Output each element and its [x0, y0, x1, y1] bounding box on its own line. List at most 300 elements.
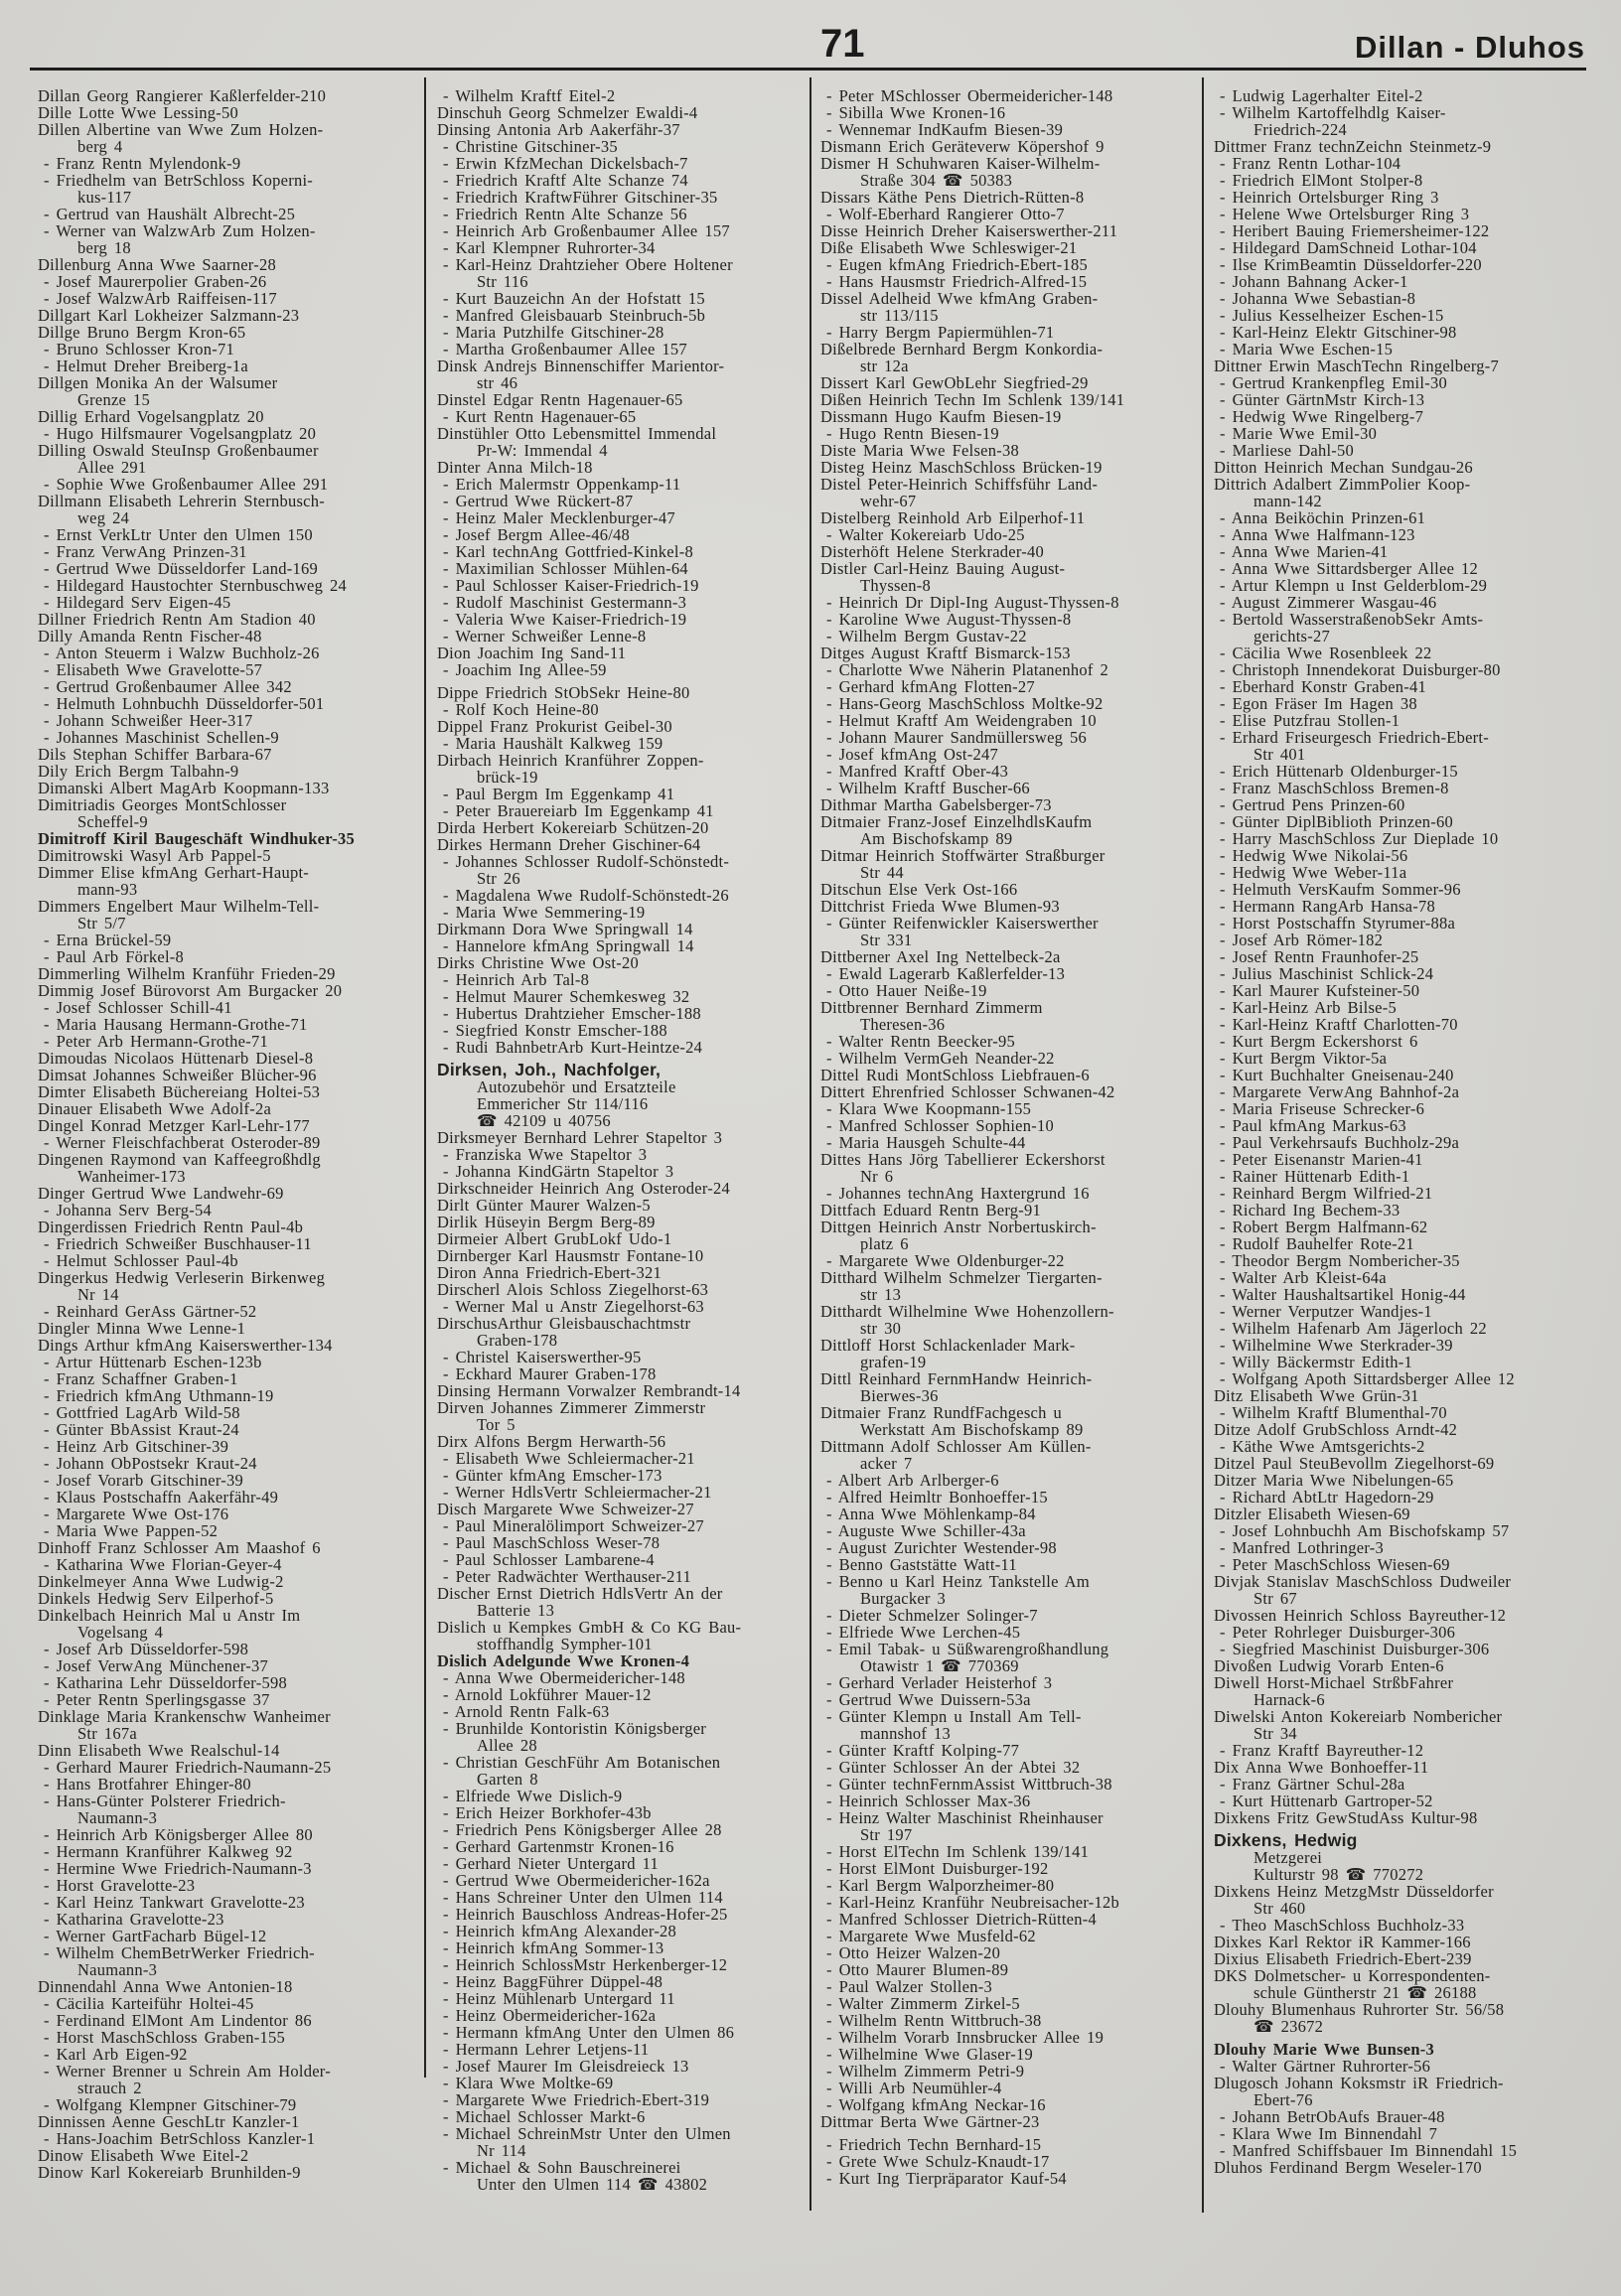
directory-line: - Heinrich Ortelsburger Ring 3: [1220, 188, 1439, 207]
directory-line: - Wilhelm Kartoffelhdlg Kaiser-: [1220, 103, 1446, 122]
directory-line: - Christoph Innendekorat Duisburger-80: [1220, 660, 1501, 679]
directory-line: Dily Erich Bergm Talbahn-9: [38, 762, 239, 781]
directory-line: - Anna Wwe Marien-41: [1220, 542, 1389, 561]
directory-line: - Josef Arb Düsseldorfer-598: [44, 1640, 249, 1658]
directory-line: - Karl-Heinz Kranführ Neubreisacher-12b: [826, 1893, 1119, 1912]
directory-line: - Reinhard GerAss Gärtner-52: [44, 1302, 257, 1321]
directory-line: - Kurt Bergm Viktor-5a: [1220, 1049, 1388, 1068]
directory-line: - Werner GartFacharb Bügel-12: [44, 1927, 267, 1945]
directory-line: - Johann ObPostsekr Kraut-24: [44, 1454, 257, 1473]
directory-line: - Christine Gitschiner-35: [443, 137, 618, 156]
directory-line: Dittchrist Frieda Wwe Blumen-93: [820, 897, 1060, 916]
directory-line: - Maria Friseuse Schrecker-6: [1220, 1099, 1425, 1118]
directory-line: - Wilhelm Vorarb Innsbrucker Allee 19: [826, 2028, 1105, 2047]
directory-line: - Hans-Günter Polsterer Friedrich-: [44, 1792, 286, 1810]
directory-line: Dittmer Franz technZeichn Steinmetz-9: [1214, 137, 1492, 156]
directory-line: Dimter Elisabeth Büchereiang Holtei-53: [38, 1082, 321, 1101]
directory-line: - Peter MSchlosser Obermeidericher-148: [826, 86, 1113, 105]
directory-line: Am Bischofskamp 89: [860, 829, 1013, 848]
directory-line: - Werner Schweißer Lenne-8: [443, 627, 647, 646]
directory-line: - Johannes technAng Haxtergrund 16: [826, 1184, 1090, 1203]
directory-line: Dirmeier Albert GrubLokf Udo-1: [437, 1229, 672, 1248]
directory-line: - Johannes Schlosser Rudolf-Schönstedt-: [443, 852, 730, 871]
directory-line: Dinauer Elisabeth Wwe Adolf-2a: [38, 1099, 272, 1118]
directory-line: - Rudolf Bauhelfer Rote-21: [1220, 1234, 1414, 1253]
directory-line: Dissel Adelheid Wwe kfmAng Graben-: [820, 289, 1099, 308]
directory-line: Dirksen, Joh., Nachfolger,: [437, 1060, 662, 1079]
directory-line: - Peter Rentn Sperlingsgasse 37: [44, 1690, 270, 1709]
directory-line: - Heinrich Bauschloss Andreas-Hofer-25: [443, 1905, 728, 1924]
directory-line: Dirscherl Alois Schloss Ziegelhorst-63: [437, 1280, 709, 1299]
directory-line: - Heinrich Schlosser Max-36: [826, 1792, 1031, 1810]
directory-line: Ditges August Kraftf Bismarck-153: [820, 644, 1071, 662]
directory-line: - Franz Rentn Mylendonk-9: [44, 154, 241, 173]
directory-line: kus-117: [77, 188, 132, 207]
directory-line: Friedrich-224: [1253, 120, 1347, 139]
directory-line: Dittmar Berta Wwe Gärtner-23: [820, 2112, 1040, 2131]
directory-line: Pr-W: Immendal 4: [477, 441, 608, 460]
directory-line: Dinklage Maria Krankenschw Wanheimer: [38, 1707, 331, 1726]
directory-line: Dimmer Elise kfmAng Gerhart-Haupt-: [38, 863, 310, 882]
directory-line: Theresen-36: [860, 1015, 946, 1034]
directory-line: - Peter MaschSchloss Wiesen-69: [1220, 1555, 1450, 1574]
directory-line: - Günter Reifenwickler Kaiserswerther: [826, 914, 1099, 933]
directory-line: Ditzler Elisabeth Wiesen-69: [1214, 1505, 1410, 1523]
directory-line: Diße Elisabeth Wwe Schleswiger-21: [820, 238, 1078, 257]
directory-line: - Marliese Dahl-50: [1220, 441, 1355, 460]
directory-line: Burgacker 3: [860, 1589, 947, 1608]
directory-line: Str 116: [477, 272, 528, 291]
directory-line: - Julius Maschinist Schlick-24: [1220, 964, 1434, 983]
directory-line: - Ilse KrimBeamtin Düsseldorfer-220: [1220, 255, 1482, 274]
directory-line: - Wolfgang Klempner Gitschiner-79: [44, 2095, 297, 2114]
directory-line: - Karoline Wwe August-Thyssen-8: [826, 610, 1072, 629]
directory-line: - Heinz Maler Mecklenburger-47: [443, 508, 675, 527]
directory-line: Disterhöft Helene Sterkrader-40: [820, 542, 1045, 561]
directory-line: Diwelski Anton Kokereiarb Nombericher: [1214, 1707, 1503, 1726]
directory-line: Ebert-76: [1253, 2090, 1313, 2109]
directory-line: Dion Joachim Ing Sand-11: [437, 644, 627, 662]
directory-line: - Gertrud Wwe Duissern-53a: [826, 1690, 1031, 1709]
directory-line: Dittbrenner Bernhard Zimmerm: [820, 998, 1043, 1017]
directory-line: - Erich Heizer Borkhofer-43b: [443, 1803, 652, 1822]
directory-line: - Gertrud Wwe Rückert-87: [443, 492, 634, 510]
directory-line: - Michael Schlosser Markt-6: [443, 2107, 646, 2126]
directory-line: Dimsat Johannes Schweißer Blücher-96: [38, 1066, 317, 1084]
directory-line: - Hans Hausmstr Friedrich-Alfred-15: [826, 272, 1088, 291]
directory-line: - Michael & Sohn Bauschreinerei: [443, 2158, 681, 2177]
directory-line: - Hildegard Haustochter Sternbuschweg 24: [44, 576, 348, 595]
directory-line: - Walter Gärtner Ruhrorter-56: [1220, 2057, 1431, 2076]
column-divider-1: [424, 77, 426, 2078]
directory-line: Dirlik Hüseyin Bergm Berg-89: [437, 1213, 656, 1231]
directory-line: Dittberner Axel Ing Nettelbeck-2a: [820, 947, 1061, 966]
directory-line: Dirbach Heinrich Kranführer Zoppen-: [437, 751, 704, 770]
directory-line: Kulturstr 98 ☎ 770272: [1253, 1865, 1424, 1884]
directory-line: - Heinrich Arb Tal-8: [443, 970, 590, 989]
directory-line: Diste Maria Wwe Felsen-38: [820, 441, 1019, 460]
directory-line: - Otto Heizer Walzen-20: [826, 1943, 1001, 1962]
directory-line: - Gertrud Krankenpfleg Emil-30: [1220, 373, 1447, 392]
directory-line: - Maria Hausang Hermann-Grothe-71: [44, 1015, 308, 1034]
directory-line: - Kurt Rentn Hagenauer-65: [443, 407, 637, 426]
directory-line: - Horst Gravelotte-23: [44, 1876, 196, 1895]
directory-line: Dingerkus Hedwig Verleserin Birkenweg: [38, 1268, 326, 1287]
directory-line: Str 67: [1253, 1589, 1297, 1608]
directory-line: - Wennemar IndKaufm Biesen-39: [826, 120, 1064, 139]
directory-line: - Gertrud Großenbaumer Allee 342: [44, 677, 292, 696]
directory-line: - Josef Vorarb Gitschiner-39: [44, 1471, 243, 1490]
directory-line: - Paul Walzer Stollen-3: [826, 1977, 992, 1996]
directory-line: Dimitriadis Georges MontSchlosser: [38, 795, 287, 814]
directory-line: - Christian GeschFühr Am Botanischen: [443, 1753, 721, 1772]
directory-line: - Katharina Wwe Florian-Geyer-4: [44, 1555, 282, 1574]
directory-line: - Michael SchreinMstr Unter den Ulmen: [443, 2124, 731, 2143]
directory-line: - Klaus Postschaffn Aakerfähr-49: [44, 1488, 279, 1507]
directory-line: Nr 114: [477, 2141, 526, 2160]
directory-line: - Hermann Kranführer Kalkweg 92: [44, 1842, 293, 1861]
directory-line: - Bruno Schlosser Kron-71: [44, 340, 235, 359]
directory-column-4: [1214, 87, 1611, 2176]
directory-line: - Heinrich Arb Großenbaumer Allee 157: [443, 221, 730, 240]
directory-line: - Karl-Heinz Drahtzieher Obere Holtener: [443, 255, 733, 274]
directory-line: - Josef Arb Römer-182: [1220, 931, 1384, 949]
directory-line: Dittner Erwin MaschTechn Ringelberg-7: [1214, 357, 1500, 375]
directory-line: Dluhos Ferdinand Bergm Weseler-170: [1214, 2158, 1482, 2177]
directory-line: - Klara Wwe Moltke-69: [443, 2074, 614, 2092]
directory-line: Dille Lotte Wwe Lessing-50: [38, 103, 239, 122]
directory-line: - Marie Wwe Emil-30: [1220, 424, 1378, 443]
directory-line: Ditton Heinrich Mechan Sundgau-26: [1214, 458, 1473, 477]
directory-line: DKS Dolmetscher- u Korrespondenten-: [1214, 1966, 1491, 1985]
directory-line: Divjak Stanislav MaschSchloss Dudweiler: [1214, 1572, 1512, 1591]
directory-line: Dinstühler Otto Lebensmittel Immendal: [437, 424, 717, 443]
directory-line: - Heinz Obermeidericher-162a: [443, 2006, 657, 2025]
directory-line: - Hedwig Wwe Nikolai-56: [1220, 846, 1408, 865]
directory-line: - Hans-Joachim BetrSchloss Kanzler-1: [44, 2129, 316, 2148]
directory-line: Dinnissen Aenne GeschLtr Kanzler-1: [38, 2112, 300, 2131]
directory-line: - Franz MaschSchloss Bremen-8: [1220, 779, 1449, 797]
directory-line: - Kurt Buchhalter Gneisenau-240: [1220, 1066, 1454, 1084]
directory-line: Dimitrowski Wasyl Arb Pappel-5: [38, 846, 271, 865]
directory-line: wehr-67: [860, 492, 917, 510]
directory-line: Str 44: [860, 863, 904, 882]
directory-line: - Wilhelm ChemBetrWerker Friedrich-: [44, 1943, 315, 1962]
directory-line: - Franz Kraftf Bayreuther-12: [1220, 1741, 1424, 1760]
directory-line: - Manfred Schiffsbauer Im Binnendahl 15: [1220, 2141, 1518, 2160]
directory-line: mann-142: [1253, 492, 1322, 510]
directory-line: - Valeria Wwe Kaiser-Friedrich-19: [443, 610, 687, 629]
directory-line: - Friedrich Kraftf Alte Schanze 74: [443, 171, 688, 190]
directory-line: - Josef VerwAng Münchener-37: [44, 1656, 269, 1675]
directory-line: - Robert Bergm Halfmann-62: [1220, 1218, 1428, 1236]
directory-line: Batterie 13: [477, 1601, 555, 1620]
directory-line: - Charlotte Wwe Näherin Platanenhof 2: [826, 660, 1108, 679]
directory-line: - Helmuth Lohnbuchh Düsseldorfer-501: [44, 694, 325, 713]
directory-line: Dirkschneider Heinrich Ang Osteroder-24: [437, 1179, 731, 1198]
directory-line: - Margarete VerwAng Bahnhof-2a: [1220, 1082, 1460, 1101]
directory-line: Ditzer Maria Wwe Nibelungen-65: [1214, 1471, 1454, 1490]
directory-line: - Bertold WasserstraßenobSekr Amts-: [1220, 610, 1484, 629]
directory-line: - Wilhelm Kraftf Buscher-66: [826, 779, 1030, 797]
directory-line: - Kurt Hüttenarb Gartroper-52: [1220, 1792, 1433, 1810]
directory-column-1: [38, 87, 421, 2181]
directory-line: Ditthardt Wilhelmine Wwe Hohenzollern-: [820, 1302, 1114, 1321]
directory-line: - Julius Kesselheizer Eschen-15: [1220, 306, 1444, 325]
directory-line: - Günter DiplBiblioth Prinzen-60: [1220, 812, 1454, 831]
directory-line: Emmericher Str 114/116: [477, 1094, 649, 1113]
directory-line: - Maria Putzhilfe Gitschiner-28: [443, 323, 664, 342]
directory-line: Dixius Elisabeth Friedrich-Ebert-239: [1214, 1949, 1472, 1968]
directory-line: Dixkes Karl Rektor iR Kammer-166: [1214, 1933, 1471, 1951]
directory-line: - Grete Wwe Schulz-Knaudt-17: [826, 2152, 1050, 2171]
directory-line: Dißen Heinrich Techn Im Schlenk 139/141: [820, 390, 1125, 409]
directory-line: weg 24: [77, 508, 130, 527]
directory-line: - Martha Großenbaumer Allee 157: [443, 340, 687, 359]
directory-line: Diron Anna Friedrich-Ebert-321: [437, 1263, 663, 1282]
directory-line: - Helmut Kraftf Am Weidengraben 10: [826, 711, 1097, 730]
directory-line: Dirks Christine Wwe Ost-20: [437, 953, 639, 972]
directory-line: - Hubertus Drahtzieher Emscher-188: [443, 1004, 701, 1023]
directory-line: Allee 28: [477, 1736, 537, 1755]
directory-line: Autozubehör und Ersatzteile: [477, 1077, 676, 1096]
directory-line: - Wilhelm Hafenarb Am Jägerloch 22: [1220, 1319, 1487, 1338]
directory-line: Dingel Konrad Metzger Karl-Lehr-177: [38, 1116, 310, 1135]
directory-line: - Gertrud van Haushält Albrecht-25: [44, 205, 296, 223]
directory-line: Disse Heinrich Dreher Kaiserswerther-211: [820, 221, 1118, 240]
directory-line: - Benno Gaststätte Watt-11: [826, 1555, 1017, 1574]
directory-line: - Katharina Lehr Düsseldorfer-598: [44, 1673, 287, 1692]
directory-line: - Wilhelm Kraftf Eitel-2: [443, 86, 616, 105]
directory-line: str 12a: [860, 357, 909, 375]
directory-line: - Theodor Bergm Nombericher-35: [1220, 1251, 1460, 1270]
directory-line: gerichts-27: [1253, 627, 1330, 646]
directory-line: - Paul Verkehrsaufs Buchholz-29a: [1220, 1133, 1460, 1152]
directory-line: Dinsing Hermann Vorwalzer Rembrandt-14: [437, 1381, 741, 1400]
directory-line: Dlugosch Johann Koksmstr iR Friedrich-: [1214, 2074, 1504, 2092]
directory-line: - Johanna Wwe Sebastian-8: [1220, 289, 1416, 308]
directory-line: - Eckhard Maurer Graben-178: [443, 1364, 657, 1383]
directory-line: - Arnold Lokführer Mauer-12: [443, 1685, 652, 1704]
directory-line: - Friedrich Rentn Alte Schanze 56: [443, 205, 687, 223]
directory-line: - Walter Arb Kleist-64a: [1220, 1268, 1387, 1287]
directory-line: ☎ 42109 u 40756: [477, 1111, 611, 1130]
directory-line: - Friedrich Schweißer Buschhauser-11: [44, 1234, 312, 1253]
directory-line: - Gertrud Wwe Düsseldorfer Land-169: [44, 559, 318, 578]
directory-line: - Josef Rentn Fraunhofer-25: [1220, 947, 1419, 966]
directory-line: brück-19: [477, 768, 538, 787]
directory-line: - Margarete Wwe Ost-176: [44, 1505, 229, 1523]
directory-line: Dillenburg Anna Wwe Saarner-28: [38, 255, 276, 274]
directory-line: - Hugo Rentn Biesen-19: [826, 424, 999, 443]
directory-line: - Friedrich ElMont Stolper-8: [1220, 171, 1423, 190]
directory-line: - Josef kfmAng Ost-247: [826, 745, 998, 764]
directory-line: Dilling Oswald SteuInsp Großenbaumer: [38, 441, 319, 460]
directory-line: - Günter GärtnMstr Kirch-13: [1220, 390, 1425, 409]
directory-line: Ditmar Heinrich Stoffwärter Straßburger: [820, 846, 1105, 865]
directory-line: - Heinrich SchlossMstr Herkenberger-12: [443, 1955, 728, 1974]
directory-line: - Egon Fräser Im Hagen 38: [1220, 694, 1417, 713]
directory-line: Dirnberger Karl Hausmstr Fontane-10: [437, 1246, 704, 1265]
directory-line: Bierwes-36: [860, 1386, 939, 1405]
directory-line: - Hermann RangArb Hansa-78: [1220, 897, 1435, 916]
directory-line: Garten 8: [477, 1770, 538, 1789]
directory-line: str 46: [477, 373, 518, 392]
directory-line: - Wilhelm Rentn Wittbruch-38: [826, 2011, 1042, 2030]
directory-line: - Willi Arb Neumühler-4: [826, 2079, 1002, 2097]
directory-line: - Otto Hauer Neiße-19: [826, 981, 987, 1000]
directory-line: acker 7: [860, 1454, 913, 1473]
directory-line: - Horst MaschSchloss Graben-155: [44, 2028, 286, 2047]
directory-line: - Albert Arb Arlberger-6: [826, 1471, 999, 1490]
directory-line: - Ludwig Lagerhalter Eitel-2: [1220, 86, 1423, 105]
directory-line: - Walter Haushaltsartikel Honig-44: [1220, 1285, 1466, 1304]
directory-line: Dix Anna Wwe Bonhoeffer-11: [1214, 1758, 1429, 1777]
directory-line: - Manfred Kraftf Ober-43: [826, 762, 1009, 781]
directory-line: - Artur Hüttenarb Eschen-123b: [44, 1353, 262, 1371]
directory-line: - Gerhard Nieter Untergard 11: [443, 1854, 659, 1873]
directory-line: - Paul Arb Förkel-8: [44, 947, 185, 966]
directory-line: - Maria Wwe Pappen-52: [44, 1521, 219, 1540]
directory-line: Allee 291: [77, 458, 147, 477]
directory-line: Grenze 15: [77, 390, 151, 409]
directory-line: - Günter Kraftf Kolping-77: [826, 1741, 1020, 1760]
directory-line: Dimitroff Kiril Baugeschäft Windhuker-35: [38, 829, 355, 848]
directory-line: - Erich Hüttenarb Oldenburger-15: [1220, 762, 1458, 781]
directory-line: - Heinrich kfmAng Sommer-13: [443, 1938, 664, 1957]
directory-line: - August Zimmerer Wasgau-46: [1220, 593, 1437, 612]
directory-line: Dittrich Adalbert ZimmPolier Koop-: [1214, 475, 1471, 494]
directory-line: - Anton Steuerm i Walzw Buchholz-26: [44, 644, 320, 662]
directory-line: - Peter Arb Hermann-Grothe-71: [44, 1032, 268, 1051]
directory-line: - Käthe Wwe Amtsgerichts-2: [1220, 1437, 1425, 1456]
directory-line: Dinkels Hedwig Serv Eilperhof-5: [38, 1589, 274, 1608]
directory-line: - Hildegard DamSchneid Lothar-104: [1220, 238, 1477, 257]
directory-line: - Günter BbAssist Kraut-24: [44, 1420, 239, 1439]
directory-line: - Friedrich Pens Königsberger Allee 28: [443, 1820, 722, 1839]
directory-line: - Peter Brauereiarb Im Eggenkamp 41: [443, 801, 714, 820]
directory-line: Ditschun Else Verk Ost-166: [820, 880, 1018, 899]
directory-line: - Anna Wwe Möhlenkamp-84: [826, 1505, 1036, 1523]
directory-line: - Gerhard Maurer Friedrich-Naumann-25: [44, 1758, 332, 1777]
directory-line: - Joachim Ing Allee-59: [443, 660, 607, 679]
directory-line: - Karl Arb Eigen-92: [44, 2045, 188, 2064]
directory-line: Dingerdissen Friedrich Rentn Paul-4b: [38, 1218, 304, 1236]
directory-line: - Helmuth VersKaufm Sommer-96: [1220, 880, 1461, 899]
directory-line: - Willy Bäckermstr Edith-1: [1220, 1353, 1413, 1371]
directory-line: berg 18: [77, 238, 131, 257]
directory-line: Dinkelmeyer Anna Wwe Ludwig-2: [38, 1572, 284, 1591]
directory-line: - Dieter Schmelzer Solinger-7: [826, 1606, 1038, 1625]
directory-line: Dissars Käthe Pens Dietrich-Rütten-8: [820, 188, 1085, 207]
directory-line: Dirven Johannes Zimmerer Zimmerstr: [437, 1398, 706, 1417]
directory-line: - Rainer Hüttenarb Edith-1: [1220, 1167, 1410, 1186]
directory-line: Distler Carl-Heinz Bauing August-: [820, 559, 1066, 578]
directory-line: Distelberg Reinhold Arb Eilperhof-11: [820, 508, 1086, 527]
directory-line: - Kurt Bergm Eckershorst 6: [1220, 1032, 1418, 1051]
directory-line: - Anna Wwe Sittardsberger Allee 12: [1220, 559, 1479, 578]
directory-line: Ditmaier Franz-Josef EinzelhdlsKaufm: [820, 812, 1093, 831]
directory-line: - Klara Wwe Koopmann-155: [826, 1099, 1032, 1118]
directory-line: - Manfred Gleisbauarb Steinbruch-5b: [443, 306, 706, 325]
directory-line: - Klara Wwe Im Binnendahl 7: [1220, 2124, 1438, 2143]
directory-line: Dittloff Horst Schlackenlader Mark-: [820, 1336, 1076, 1355]
directory-line: - Ewald Lagerarb Kaßlerfelder-13: [826, 964, 1066, 983]
directory-line: str 113/115: [860, 306, 939, 325]
directory-line: - Walter Rentn Beecker-95: [826, 1032, 1016, 1051]
directory-line: Dittes Hans Jörg Tabellierer Eckershorst: [820, 1150, 1105, 1169]
directory-line: - Hans-Georg MaschSchloss Moltke-92: [826, 694, 1104, 713]
directory-line: str 30: [860, 1319, 902, 1338]
directory-line: Dinow Elisabeth Wwe Eitel-2: [38, 2146, 249, 2165]
directory-line: Dirx Alfons Bergm Herwarth-56: [437, 1432, 666, 1451]
directory-line: - Theo MaschSchloss Buchholz-33: [1220, 1916, 1465, 1935]
directory-line: - Peter Radwächter Werthauser-211: [443, 1567, 692, 1586]
directory-line: - Johann Bahnang Acker-1: [1220, 272, 1408, 291]
directory-line: - Heinz Walter Maschinist Rheinhauser: [826, 1808, 1104, 1827]
directory-line: Dillgen Monika An der Walsumer: [38, 373, 278, 392]
directory-line: - Horst ElTechn Im Schlenk 139/141: [826, 1842, 1090, 1861]
directory-line: Ditthard Wilhelm Schmelzer Tiergarten-: [820, 1268, 1103, 1287]
directory-line: Dillen Albertine van Wwe Zum Holzen-: [38, 120, 324, 139]
directory-line: Dillgart Karl Lokheizer Salzmann-23: [38, 306, 300, 325]
directory-line: Thyssen-8: [860, 576, 931, 595]
column-divider-2: [810, 77, 811, 2211]
directory-line: - Christel Kaiserswerther-95: [443, 1348, 642, 1366]
directory-line: - Anna Wwe Halfmann-123: [1220, 525, 1415, 544]
directory-line: - Friedrich Techn Bernhard-15: [826, 2135, 1042, 2154]
directory-line: Dippel Franz Prokurist Geibel-30: [437, 717, 672, 736]
directory-line: - Wilhelm VermGeh Neander-22: [826, 1049, 1055, 1068]
directory-line: - Paul Mineralölimport Schweizer-27: [443, 1516, 704, 1535]
directory-line: - Heinz Arb Gitschiner-39: [44, 1437, 229, 1456]
directory-line: - Gerhard kfmAng Flotten-27: [826, 677, 1035, 696]
directory-line: - Gerhard Gartenmstr Kronen-16: [443, 1837, 674, 1856]
directory-line: - Heribert Bauing Friemersheimer-122: [1220, 221, 1490, 240]
directory-line: Dissmann Hugo Kaufm Biesen-19: [820, 407, 1062, 426]
directory-line: - Franz Rentn Lothar-104: [1220, 154, 1401, 173]
directory-line: - Helene Wwe Ortelsburger Ring 3: [1220, 205, 1470, 223]
directory-line: - Maria Hausgeh Schulte-44: [826, 1133, 1026, 1152]
directory-line: - Wilhelmine Wwe Sterkrader-39: [1220, 1336, 1453, 1355]
directory-line: - Maria Haushält Kalkweg 159: [443, 734, 663, 753]
directory-line: - Josef Lohnbuchh Am Bischofskamp 57: [1220, 1521, 1510, 1540]
directory-line: Divossen Heinrich Schloss Bayreuther-12: [1214, 1606, 1507, 1625]
directory-line: - Heinz BaggFührer Düppel-48: [443, 1972, 663, 1991]
directory-line: - Karl technAng Gottfried-Kinkel-8: [443, 542, 693, 561]
directory-line: - Franz Schaffner Graben-1: [44, 1369, 238, 1388]
directory-line: Dismann Erich Geräteverw Köpershof 9: [820, 137, 1105, 156]
directory-line: - Wilhelm Zimmerm Petri-9: [826, 2062, 1025, 2081]
directory-line: - Horst ElMont Duisburger-192: [826, 1859, 1049, 1878]
directory-line: - Elisabeth Wwe Schleiermacher-21: [443, 1449, 695, 1468]
directory-line: - Helmut Schlosser Paul-4b: [44, 1251, 238, 1270]
directory-line: - Werner Mal u Anstr Ziegelhorst-63: [443, 1297, 704, 1316]
directory-line: Dings Arthur kfmAng Kaiserswerther-134: [38, 1336, 333, 1355]
directory-line: - Günter Schlosser An der Abtei 32: [826, 1758, 1081, 1777]
directory-line: Dittert Ehrenfried Schlosser Schwanen-42: [820, 1082, 1115, 1101]
directory-line: - Brunhilde Kontoristin Königsberger: [443, 1719, 707, 1738]
directory-line: Str 401: [1253, 745, 1306, 764]
directory-line: Dirda Herbert Kokereiarb Schützen-20: [437, 818, 709, 837]
directory-line: - Siegfried Konstr Emscher-188: [443, 1021, 667, 1040]
directory-line: - Karl-Heinz Kraftf Charlotten-70: [1220, 1015, 1458, 1034]
directory-line: - Heinz Mühlenarb Untergard 11: [443, 1989, 675, 2008]
directory-line: - Friedhelm van BetrSchloss Koperni-: [44, 171, 314, 190]
directory-line: - Walter Kokereiarb Udo-25: [826, 525, 1025, 544]
directory-line: - Walter Zimmerm Zirkel-5: [826, 1994, 1020, 2013]
directory-line: mannshof 13: [860, 1724, 951, 1743]
